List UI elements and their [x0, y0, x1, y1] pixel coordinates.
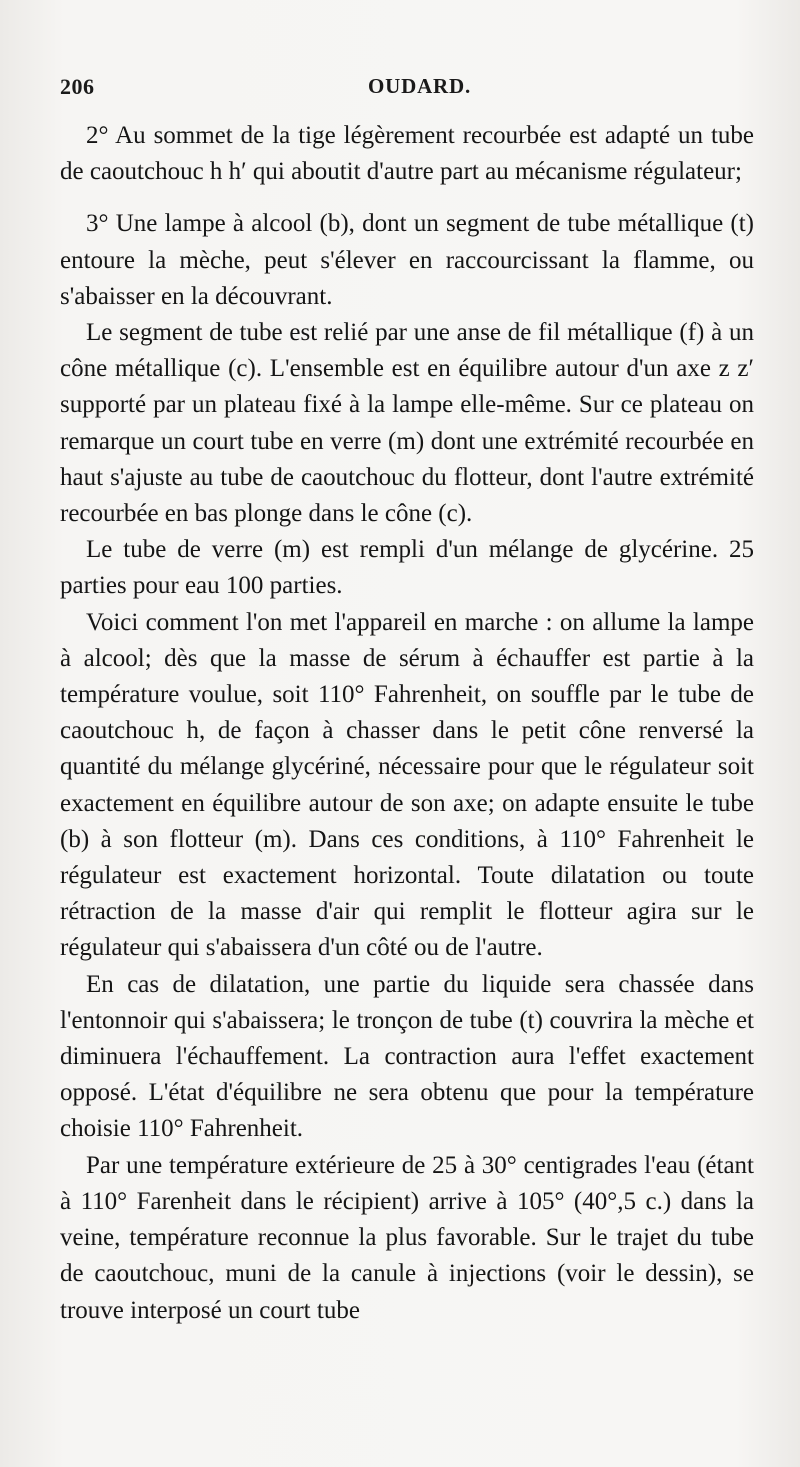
paragraph-item-3: 3° Une lampe à alcool (b), dont un segment de tube métallique (t) entoure la mèche, peut s'élever en raccourcissant la flamme, ou s'abaisser en la découvrant.	[60, 210, 754, 310]
paragraph-operation: Voici comment l'on met l'appareil en marche : on allume la lampe à alcool; dès que la masse de sérum à échauffer est partie à la température voulue, soit 110° Fahrenheit, on souffle par le tube de caoutchouc h, de façon à chasser dans le petit cône renversé la quantité du mélange glycériné, nécessaire pour que le régulateur soit exactement en équilibre autour de son axe; on adapte ensuite le tube (b) à son flotteur (m). Dans ces conditions, à 110° Fahrenheit le régulateur est exactement horizontal. Toute dilatation ou toute rétraction de la masse d'air qui remplit le flotteur agira sur le régulateur qui s'abaissera d'un côté ou de l'autre.	[60, 608, 754, 962]
body-text	[60, 118, 754, 1329]
paragraph-segment-description: Le segment de tube est relié par une anse de fil métallique (f) à un cône métallique (c). L'ensemble est en équilibre autour d'un axe z z′ supporté par un plateau fixé à la lampe elle-même. Sur ce plateau on remarque un court tube en verre (m) dont une extrémité recourbée en haut s'ajuste au tube de caoutchouc du flotteur, dont l'autre extrémité recourbée en bas plonge dans le cône (c).	[60, 319, 754, 528]
page-number: 206	[60, 74, 95, 99]
paragraph-dilatation: En cas de dilatation, une partie du liquide sera chassée dans l'entonnoir qui s'abaissera; le tronçon de tube (t) couvrira la mèche et diminuera l'échauffement. La contraction aura l'effet exactement opposé. L'état d'équilibre ne sera obtenu que pour la température choisie 110° Fahrenheit.	[60, 970, 754, 1143]
paragraph-item-2: 2° Au sommet de la tige légèrement recourbée est adapté un tube de caoutchouc h h′ qui aboutit d'autre part au mécanisme régulateur;	[60, 122, 754, 186]
running-head: OUDARD.	[368, 74, 472, 98]
paragraph-glass-tube: Le tube de verre (m) est rempli d'un mélange de glycérine. 25 parties pour eau 100 parties.	[60, 536, 754, 600]
page-header	[60, 74, 760, 108]
paragraph-temperature: Par une température extérieure de 25 à 30° centigrades l'eau (étant à 110° Farenheit dans le récipient) arrive à 105° (40°,5 c.) dans la veine, température reconnue la plus favorable. Sur le trajet du tube de caoutchouc, muni de la canule à injections (voir le dessin), se trouve interposé un court tube	[60, 1151, 754, 1324]
